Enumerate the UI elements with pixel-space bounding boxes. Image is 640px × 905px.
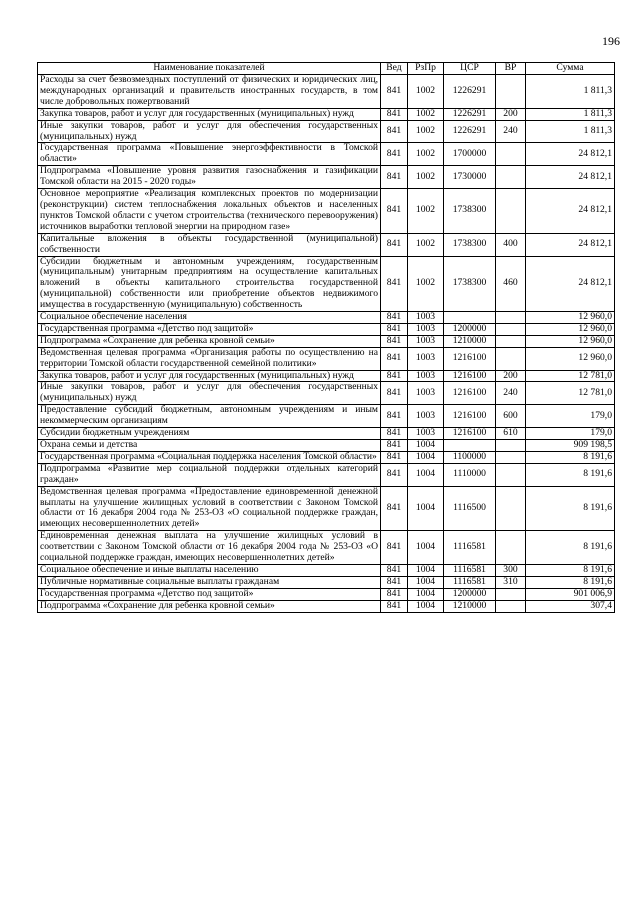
row-name: Закупка товаров, работ и услуг для государственных (муниципальных) нужд [38,108,381,120]
table-row [38,428,615,440]
row-ved: 841 [381,463,408,486]
row-name: Ведомственная целевая программа «Организация работы по осуществлению на территории Томской области государственной семейной политики» [38,347,381,370]
table-row [38,463,615,486]
row-name: Иные закупки товаров, работ и услуг для обеспечения государственных (муниципальных) нужд [38,120,381,143]
row-vr [496,312,526,324]
row-name: Подпрограмма «Сохранение для ребенка кровной семьи» [38,600,381,612]
row-name: Государственная программа «Детство под защитой» [38,588,381,600]
header-sum: Сумма [526,63,615,75]
row-name: Ведомственная целевая программа «Предоставление единовременной денежной выплаты на улучшение жилищных условий в соответствии с Законом Томской области от 16 декабря 2004 года № 253-ОЗ «О социальной поддержке граждан, имеющих несовершеннолетних детей» [38,486,381,531]
row-name: Расходы за счет безвозмездных поступлений от физических и юридических лиц, международных организаций и правительств иностранных государств, в том числе добровольных пожертвований [38,75,381,109]
row-vr [496,166,526,189]
row-ved: 841 [381,440,408,452]
row-ved: 841 [381,323,408,335]
table-row [38,588,615,600]
header-csr: ЦСР [444,63,496,75]
row-name: Основное мероприятие «Реализация комплексных проектов по модернизации (реконструкции) систем теплоснабжения локальных объектов и населенных пунктов Томской области с учетом строительства (технического перевооружения) источников выработки тепловой энергии на природном газе» [38,189,381,234]
row-name: Иные закупки товаров, работ и услуг для обеспечения государственных (муниципальных) нужд [38,382,381,405]
row-vr: 400 [496,233,526,256]
row-csr: 1200000 [444,323,496,335]
row-vr: 460 [496,256,526,312]
row-sum: 24 812,1 [526,233,615,256]
row-rzpr: 1004 [408,451,444,463]
table-row [38,440,615,452]
row-vr [496,75,526,109]
row-ved: 841 [381,382,408,405]
row-csr: 1738300 [444,189,496,234]
row-ved: 841 [381,405,408,428]
row-sum: 8 191,6 [526,451,615,463]
row-sum: 909 198,5 [526,440,615,452]
row-csr: 1216100 [444,347,496,370]
row-csr: 1216100 [444,428,496,440]
table-row [38,166,615,189]
row-sum: 12 960,0 [526,312,615,324]
row-name: Субсидии бюджетным учреждениям [38,428,381,440]
row-name: Предоставление субсидий бюджетным, автономным учреждениям и иным некоммерческим организациям [38,405,381,428]
row-csr: 1226291 [444,120,496,143]
row-csr: 1116581 [444,531,496,565]
row-csr: 1216100 [444,405,496,428]
row-csr [444,312,496,324]
row-rzpr: 1002 [408,233,444,256]
row-rzpr: 1002 [408,189,444,234]
row-csr: 1226291 [444,108,496,120]
header-vr: ВР [496,63,526,75]
row-name: Подпрограмма «Повышение уровня развития газоснабжения и газификации Томской области на 2015 - 2020 годы» [38,166,381,189]
row-vr [496,486,526,531]
row-rzpr: 1002 [408,166,444,189]
row-ved: 841 [381,588,408,600]
row-ved: 841 [381,576,408,588]
table-row [38,189,615,234]
row-ved: 841 [381,143,408,166]
row-rzpr: 1004 [408,463,444,486]
row-vr [496,143,526,166]
row-vr: 610 [496,428,526,440]
row-rzpr: 1003 [408,323,444,335]
row-ved: 841 [381,189,408,234]
table-row [38,75,615,109]
row-ved: 841 [381,428,408,440]
row-vr [496,323,526,335]
row-sum: 307,4 [526,600,615,612]
page-number: 196 [602,34,620,48]
row-name: Подпрограмма «Развитие мер социальной поддержки отдельных категорий граждан» [38,463,381,486]
row-ved: 841 [381,335,408,347]
table-row [38,600,615,612]
table-row [38,233,615,256]
row-name: Закупка товаров, работ и услуг для государственных (муниципальных) нужд [38,370,381,382]
table-row [38,564,615,576]
row-ved: 841 [381,108,408,120]
row-vr [496,189,526,234]
table-row [38,335,615,347]
row-sum: 179,0 [526,405,615,428]
row-csr [444,440,496,452]
table-row [38,486,615,531]
row-ved: 841 [381,486,408,531]
row-sum: 8 191,6 [526,463,615,486]
row-sum: 8 191,6 [526,576,615,588]
row-csr: 1116500 [444,486,496,531]
row-sum: 12 781,0 [526,370,615,382]
row-rzpr: 1004 [408,588,444,600]
row-name: Государственная программа «Социальная поддержка населения Томской области» [38,451,381,463]
table-header-row [38,63,615,75]
row-ved: 841 [381,347,408,370]
table-row [38,576,615,588]
row-sum: 12 960,0 [526,335,615,347]
row-vr: 200 [496,108,526,120]
header-ved: Вед [381,63,408,75]
row-sum: 24 812,1 [526,189,615,234]
header-rzpr: РзПр [408,63,444,75]
row-csr: 1700000 [444,143,496,166]
row-rzpr: 1003 [408,312,444,324]
row-name: Единовременная денежная выплата на улучшение жилищных условий в соответствии с Законом Томской области от 16 декабря 2004 года № 253-ОЗ «О социальной поддержке граждан, имеющих несовершеннолетних детей» [38,531,381,565]
table-row [38,143,615,166]
header-name: Наименование показателей [38,63,381,75]
table-row [38,256,615,312]
row-sum: 12 781,0 [526,382,615,405]
row-csr: 1210000 [444,335,496,347]
row-rzpr: 1004 [408,440,444,452]
row-vr: 300 [496,564,526,576]
row-sum: 8 191,6 [526,486,615,531]
table-row [38,405,615,428]
row-rzpr: 1003 [408,428,444,440]
row-ved: 841 [381,600,408,612]
row-vr [496,335,526,347]
row-name: Публичные нормативные социальные выплаты гражданам [38,576,381,588]
row-name: Социальное обеспечение и иные выплаты населению [38,564,381,576]
row-rzpr: 1003 [408,370,444,382]
row-rzpr: 1003 [408,382,444,405]
row-vr: 310 [496,576,526,588]
row-rzpr: 1004 [408,600,444,612]
row-ved: 841 [381,370,408,382]
row-sum: 8 191,6 [526,564,615,576]
table-row [38,370,615,382]
row-rzpr: 1002 [408,256,444,312]
row-csr: 1738300 [444,233,496,256]
row-ved: 841 [381,531,408,565]
row-sum: 901 006,9 [526,588,615,600]
row-vr: 200 [496,370,526,382]
row-vr [496,531,526,565]
row-ved: 841 [381,75,408,109]
row-vr [496,440,526,452]
row-sum: 1 811,3 [526,108,615,120]
row-csr: 1200000 [444,588,496,600]
row-vr [496,588,526,600]
row-ved: 841 [381,451,408,463]
row-rzpr: 1003 [408,335,444,347]
row-vr [496,600,526,612]
row-name: Социальное обеспечение населения [38,312,381,324]
row-vr: 600 [496,405,526,428]
row-csr: 1216100 [444,382,496,405]
row-rzpr: 1004 [408,486,444,531]
row-sum: 179,0 [526,428,615,440]
row-ved: 841 [381,256,408,312]
row-ved: 841 [381,120,408,143]
row-csr: 1116581 [444,576,496,588]
row-rzpr: 1004 [408,564,444,576]
row-sum: 12 960,0 [526,323,615,335]
row-sum: 24 812,1 [526,256,615,312]
row-sum: 1 811,3 [526,120,615,143]
row-rzpr: 1004 [408,576,444,588]
row-rzpr: 1002 [408,75,444,109]
table-row [38,451,615,463]
row-name: Государственная программа «Повышение энергоэффективности в Томской области» [38,143,381,166]
row-ved: 841 [381,233,408,256]
table-row [38,120,615,143]
row-rzpr: 1002 [408,143,444,166]
table-row [38,347,615,370]
row-rzpr: 1003 [408,405,444,428]
row-csr: 1110000 [444,463,496,486]
row-ved: 841 [381,166,408,189]
row-rzpr: 1002 [408,108,444,120]
row-vr: 240 [496,382,526,405]
table-row [38,382,615,405]
row-sum: 24 812,1 [526,166,615,189]
row-sum: 8 191,6 [526,531,615,565]
row-sum: 24 812,1 [526,143,615,166]
row-vr [496,463,526,486]
budget-table [37,62,615,613]
row-ved: 841 [381,312,408,324]
row-sum: 12 960,0 [526,347,615,370]
row-vr [496,347,526,370]
table-row [38,323,615,335]
table-row [38,531,615,565]
row-rzpr: 1004 [408,531,444,565]
table-row [38,108,615,120]
row-name: Государственная программа «Детство под защитой» [38,323,381,335]
row-csr: 1210000 [444,600,496,612]
row-name: Субсидии бюджетным и автономным учреждениям, государственным (муниципальным) унитарным предприятиям на осуществление капитальных вложений в объекты капитального строительства государственной (муниципальной) собственности или приобретение объектов недвижимого имущества в государственную (муниципальную) собственность [38,256,381,312]
table-row [38,312,615,324]
row-rzpr: 1002 [408,120,444,143]
row-csr: 1100000 [444,451,496,463]
row-csr: 1226291 [444,75,496,109]
row-name: Подпрограмма «Сохранение для ребенка кровной семьи» [38,335,381,347]
row-csr: 1216100 [444,370,496,382]
row-vr: 240 [496,120,526,143]
row-sum: 1 811,3 [526,75,615,109]
row-csr: 1116581 [444,564,496,576]
row-name: Капитальные вложения в объекты государственной (муниципальной) собственности [38,233,381,256]
row-csr: 1738300 [444,256,496,312]
row-rzpr: 1003 [408,347,444,370]
row-csr: 1730000 [444,166,496,189]
row-vr [496,451,526,463]
row-ved: 841 [381,564,408,576]
row-name: Охрана семьи и детства [38,440,381,452]
